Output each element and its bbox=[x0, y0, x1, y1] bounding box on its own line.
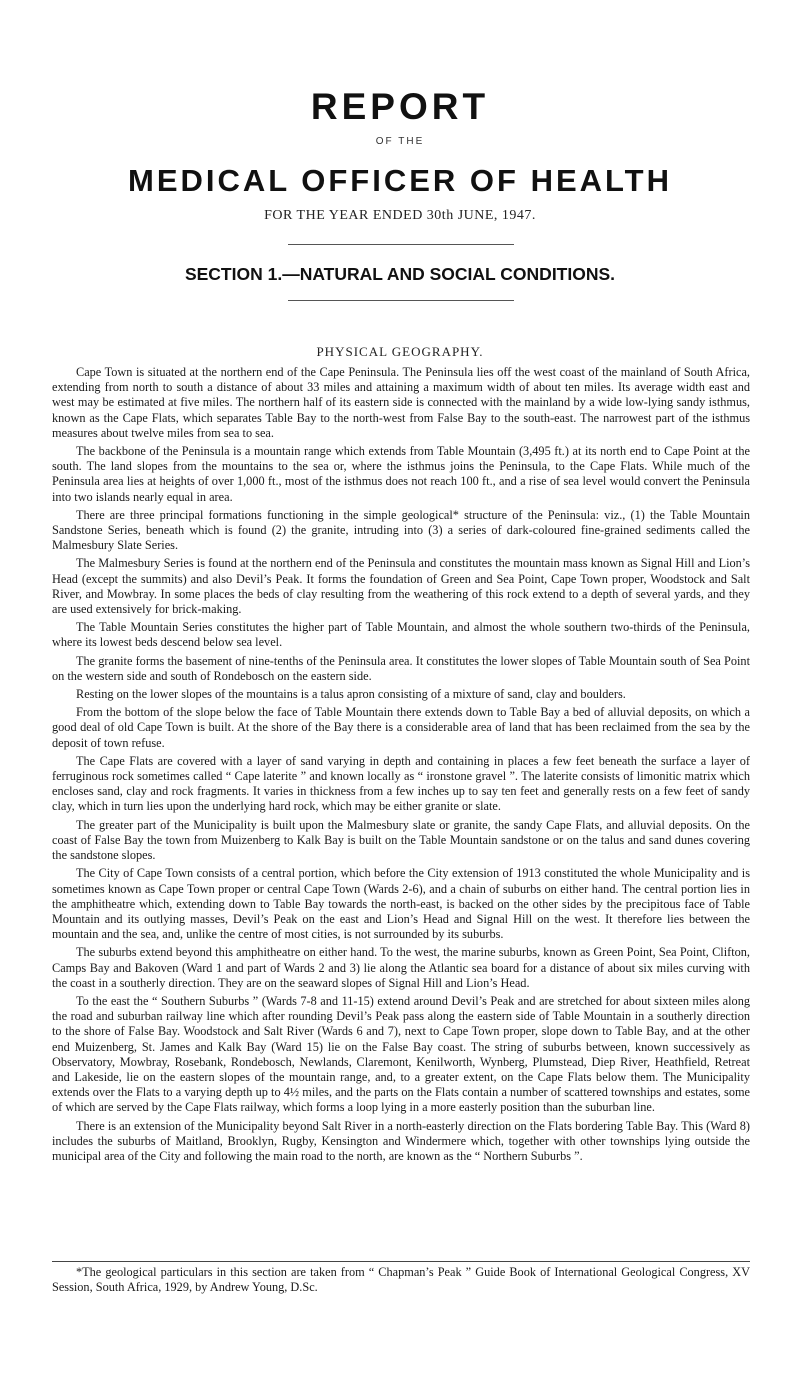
paragraph: The Cape Flats are covered with a layer of sand varying in depth and containing in places a few feet beneath the surface a layer of ferruginous rock sometimes called “ Cape laterite ” and known locally as “ ironstone gravel ”. The laterite consists of limonitic matrix which encloses sand, clay and rock fragments. It varies in thickness from a few inches up to say ten feet and generally rests on a few feet of sandy clay, which in turn lies upon the underlying hard rock, which may be either granite or slate. bbox=[52, 753, 750, 814]
header-divider bbox=[288, 244, 514, 245]
paragraph: From the bottom of the slope below the face of Table Mountain there extends down to Table Bay a bed of alluvial deposits, on which a good deal of old Cape Town is built. At the shore of the Bay there is a considerable area of land that has been reclaimed from the sea by the deposit of town refuse. bbox=[52, 705, 750, 750]
footnote: *The geological particulars in this section are taken from “ Chapman’s Peak ” Guide Book of International Geological Congress, XV Session, South Africa, 1929, by Andrew Young, D.Sc. bbox=[52, 1265, 750, 1295]
paragraph: The Malmesbury Series is found at the northern end of the Peninsula and constitutes the mountain mass known as Signal Hill and Lion’s Head (except the summits) and also Devil’s Peak. It forms the foundation of Green and Sea Point, Cape Town proper, Woodstock and Salt River, and Mowbray. In some places the beds of clay resulting from the weathering of this rock extend to a depth of several yards, and they are used extensively for brick-making. bbox=[52, 556, 750, 617]
of-the-label: OF THE bbox=[375, 136, 425, 147]
body-text bbox=[52, 365, 750, 1167]
subsection-heading: PHYSICAL GEOGRAPHY. bbox=[316, 344, 484, 359]
paragraph: The City of Cape Town consists of a central portion, which before the City extension of 1913 constituted the whole Municipality and is sometimes known as Cape Town proper or central Cape Town (Wards 2-6), and a chain of suburbs on either hand. The central portion lies in the amphitheatre which, extending down to Table Bay towards the north-east, is backed on the other sides by the precipitous face of Table Mountain and its outlying masses, Devil’s Peak on the east and Lion’s Head and Signal Hill on the west. It therefore lies between the mountain and the sea, and, unlike the centre of most cities, is not surrounded by its suburbs. bbox=[52, 866, 750, 942]
paragraph: There is an extension of the Municipality beyond Salt River in a north-easterly direction on the Flats bordering Table Bay. This (Ward 8) includes the suburbs of Maitland, Brooklyn, Rugby, Kensington and Windermere which, together with other townships lying outside the municipal area of the City and following the main road to the north, are known as the “ Northern Suburbs ”. bbox=[52, 1118, 750, 1163]
paragraph: There are three principal formations functioning in the simple geological* structure of the Peninsula: viz., (1) the Table Mountain Sandstone Series, beneath which is found (2) the granite, intruding into (3) a series of dark-coloured fine-grained sediments called the Malmesbury Slate Series. bbox=[52, 507, 750, 553]
paragraph: Cape Town is situated at the northern end of the Cape Peninsula. The Peninsula lies off the west coast of the mainland of South Africa, extending from north to south a distance of about 33 miles and attaining a maximum width of about ten miles. Its average width east and west may be estimated at five miles. The northern half of its eastern side is connected with the mainland by a wide low-lying sandy isthmus, known as the Cape Flats, which separates Table Bay to the north-west from False Bay to the south-east. The narrowest part of the isthmus measures about twelve miles from sea to sea. bbox=[52, 365, 750, 440]
paragraph: The granite forms the basement of nine-tenths of the Peninsula area. It constitutes the lower slopes of Table Mountain south of Sea Point on the western side and south of Rondebosch on the eastern side. bbox=[52, 653, 750, 683]
paragraph: Resting on the lower slopes of the mountains is a talus apron consisting of a mixture of sand, clay and boulders. bbox=[76, 687, 626, 702]
paragraph: The greater part of the Municipality is built upon the Malmesbury slate or granite, the sandy Cape Flats, and alluvial deposits. On the coast of False Bay the town from Muizenberg to Kalk Bay is built on the Table Mountain sandstone or on the talus and sand dunes covering the sandstone slopes. bbox=[52, 817, 750, 863]
report-title: REPORT bbox=[310, 86, 490, 127]
section-heading: SECTION 1.—NATURAL AND SOCIAL CONDITIONS. bbox=[184, 264, 616, 284]
paragraph: The Table Mountain Series constitutes the higher part of Table Mountain, and almost the whole southern two-thirds of the Peninsula, where its lowest beds descend below sea level. bbox=[52, 620, 750, 650]
year-line: FOR THE YEAR ENDED 30th JUNE, 1947. bbox=[264, 208, 536, 223]
footnote-divider bbox=[52, 1261, 750, 1262]
paragraph: The backbone of the Peninsula is a mountain range which extends from Table Mountain (3,495 ft.) at its north end to Cape Point at the south. The land slopes from the mountains to the sea or, where the isthmus joins the Peninsula, to the Cape Flats. While much of the Peninsula area lies at heights of over 1,000 ft., most of the isthmus does not reach 100 ft., and a rise of sea level would convert the Peninsula into two islands nearly equal in area. bbox=[52, 444, 750, 504]
paragraph: The suburbs extend beyond this amphitheatre on either hand. To the west, the marine suburbs, known as Green Point, Sea Point, Clifton, Camps Bay and Bakoven (Ward 1 and part of Wards 2 and 3) lie along the Atlantic sea board for a distance of about six miles curving with the coast in a southerly direction. They are on the seaward slopes of Signal Hill and Lion’s Head. bbox=[52, 945, 750, 990]
document-subtitle: MEDICAL OFFICER OF HEALTH bbox=[128, 163, 672, 198]
paragraph: To the east the “ Southern Suburbs ” (Wards 7-8 and 11-15) extend around Devil’s Peak and are stretched for about sixteen miles along the road and suburban railway line which after rounding Devil’s Peak pass along the eastern side of Table Mountain in a southerly direction to the shore of False Bay. Woodstock and Salt River (Wards 6 and 7), next to Cape Town proper, slope down to Table Bay, and at the other end Muizenberg, St. James and Kalk Bay (Ward 15) lie on the False Bay coast. The string of suburbs between, known successively as Observatory, Mowbray, Rosebank, Rondebosch, Newlands, Claremont, Kenilworth, Wynberg, Plumstead, Diep River, Heathfield, Retreat and Lakeside, lie on the eastern slopes of the mountain range, and, to a greater extent, on the Cape Flats below them. The Municipality extends over the Flats to a varying depth up to 4½ miles, and the parts on the Flats contain a number of scattered townships and estates, some of which are served by the Cape Flats railway, which forms a loop lying in a more easterly position than the suburban line. bbox=[52, 993, 750, 1115]
section-divider bbox=[288, 300, 514, 301]
